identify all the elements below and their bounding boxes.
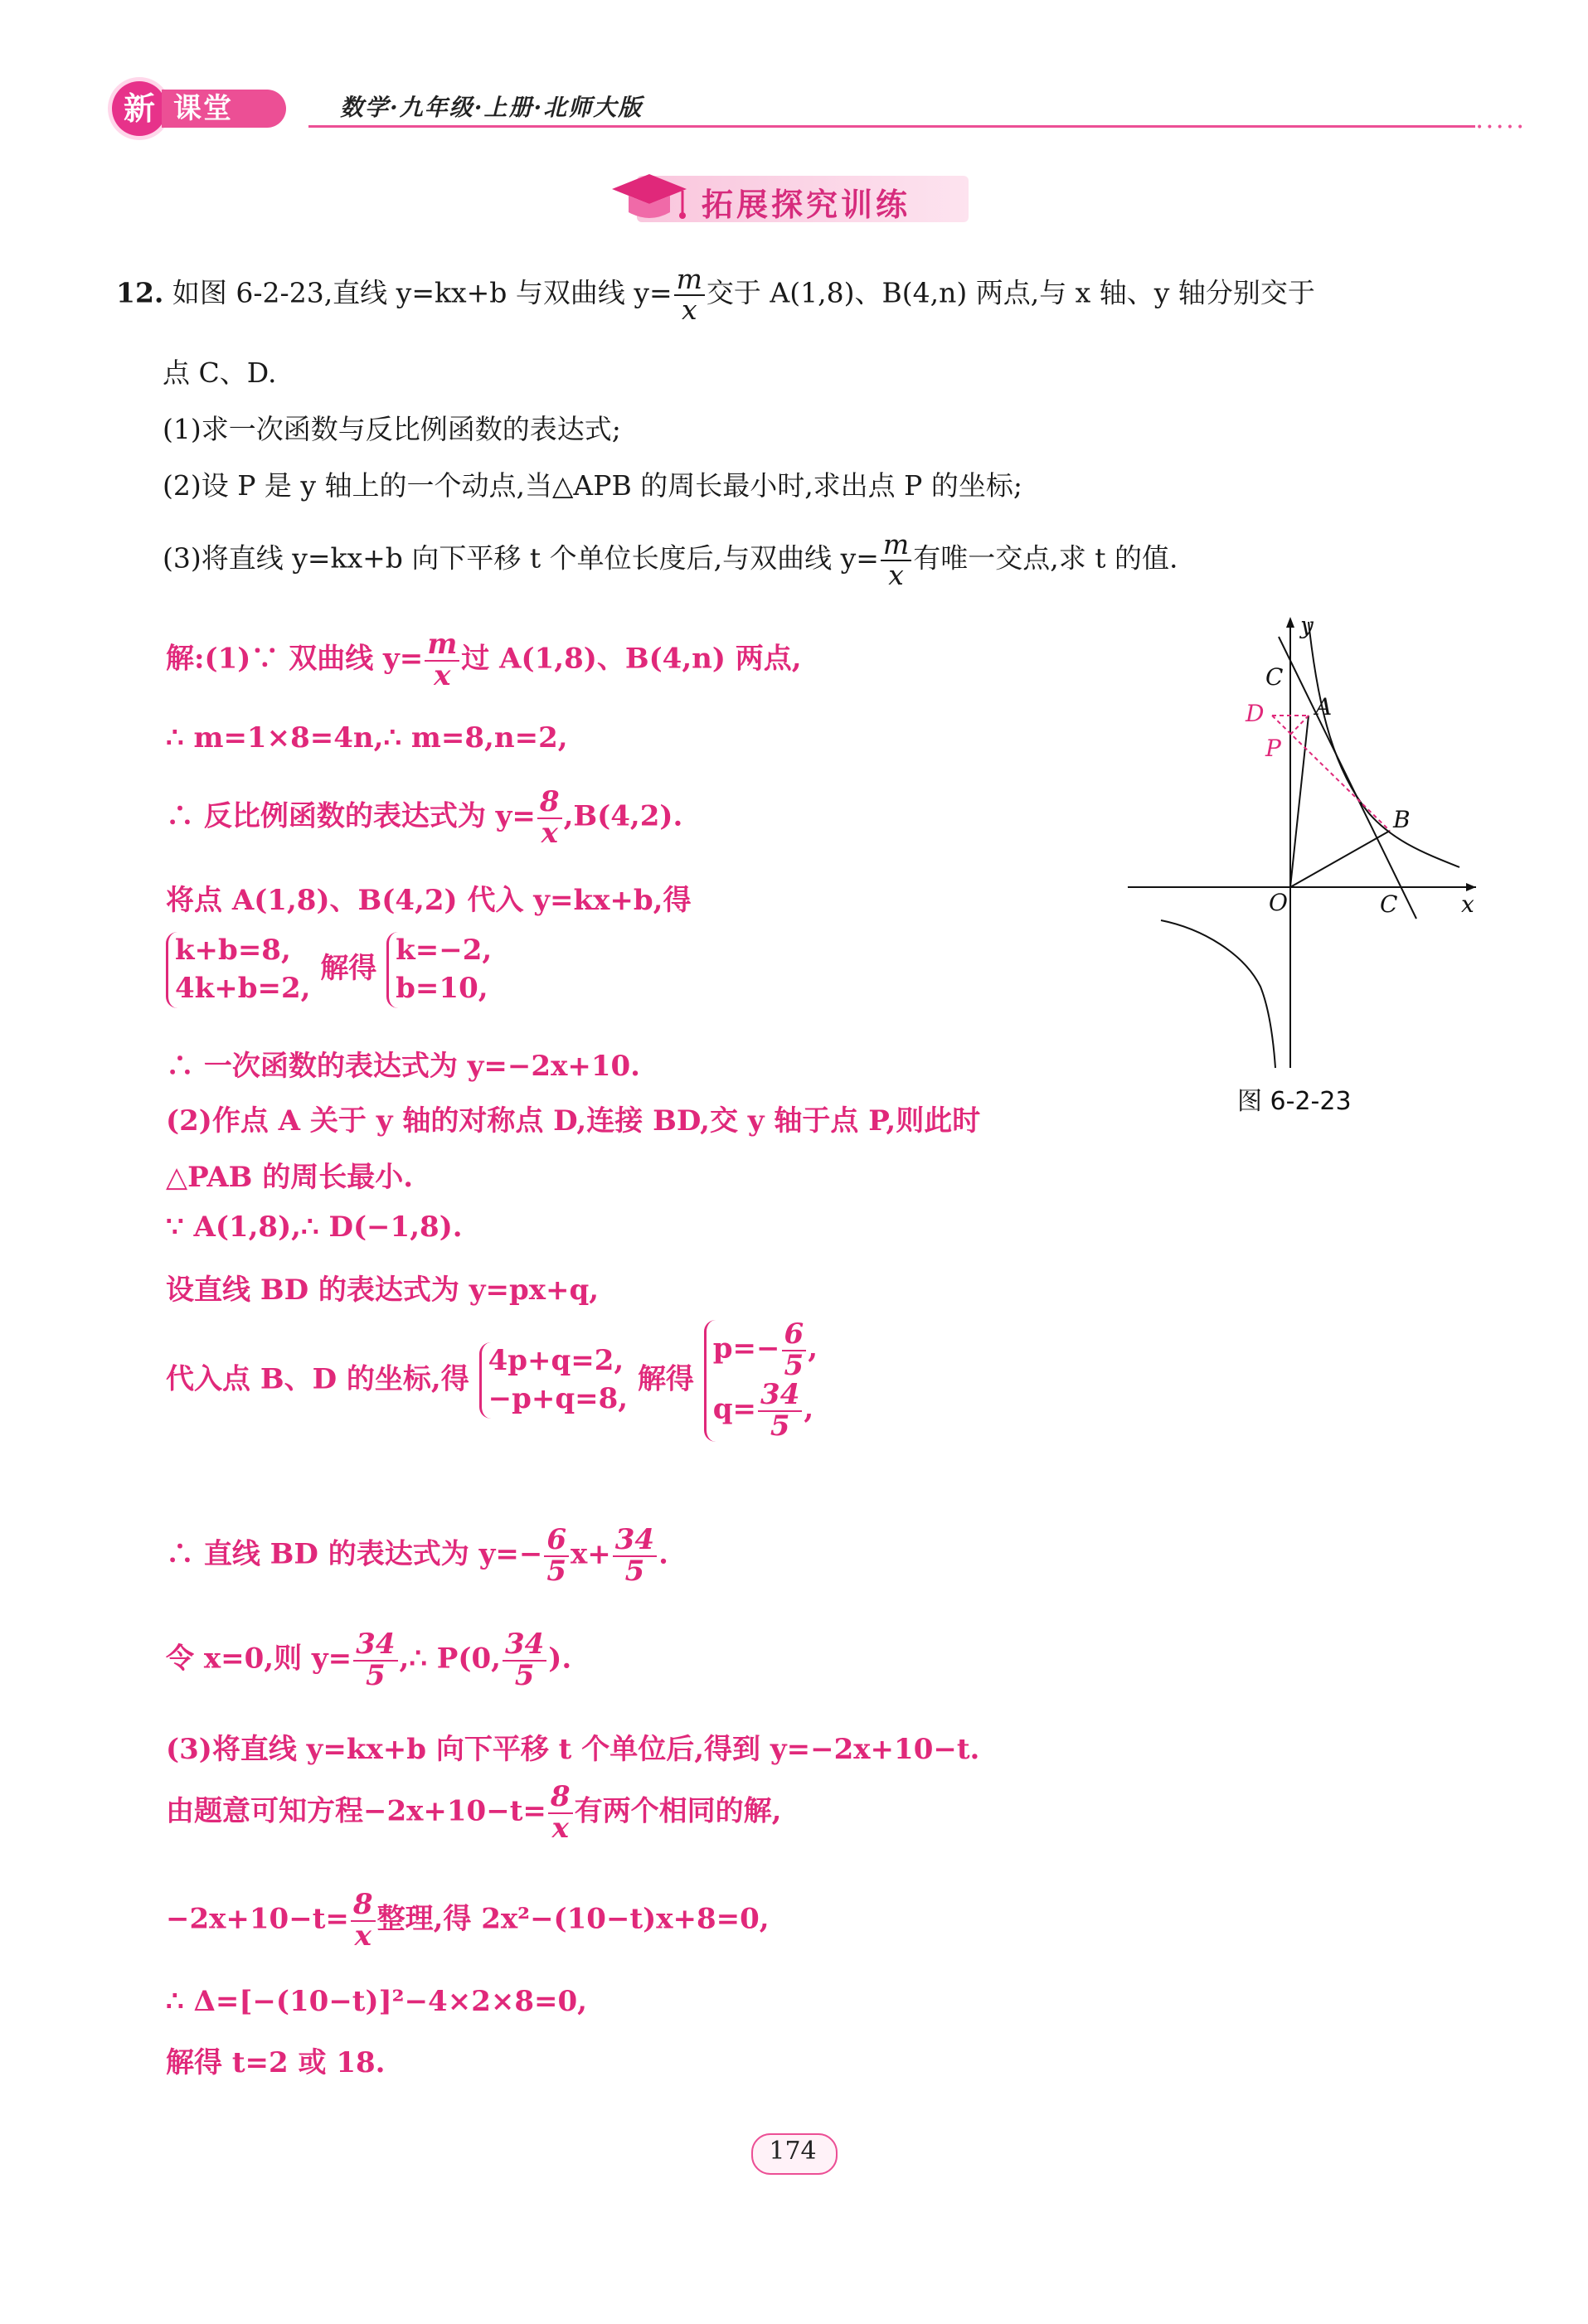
problem-stem-line2: 点 C、D. <box>163 357 277 389</box>
header-dots: ••••• <box>1476 121 1527 134</box>
solution-line: 将点 A(1,8)、B(4,2) 代入 y=kx+b,得 <box>166 884 692 917</box>
solution-text: 代入点 B、D 的坐标,得 <box>166 1362 469 1396</box>
header-subtitle: 数学·九年级·上册·北师大版 <box>340 94 643 121</box>
solution-line: 设直线 BD 的表达式为 y=px+q, <box>166 1274 600 1307</box>
fraction-numerator: 8 <box>537 788 562 819</box>
fraction-denominator: x <box>551 1811 569 1845</box>
page-number <box>751 2133 834 2171</box>
fraction-denominator: 5 <box>784 1348 804 1382</box>
fraction-denominator: x <box>541 816 558 850</box>
question-1: (1)求一次函数与反比例函数的表达式; <box>163 413 621 445</box>
solution-line <box>166 785 683 850</box>
fraction-numerator: 34 <box>758 1380 802 1412</box>
hyperbola-branch-2 <box>1161 920 1275 1068</box>
fraction-numerator: 8 <box>351 1890 376 1922</box>
solution-line: 解得 t=2 或 18. <box>166 2046 386 2079</box>
fraction <box>782 1317 807 1382</box>
solution-text: ∴ 反比例函数的表达式为 y= <box>166 799 536 833</box>
fraction-denominator: 5 <box>366 1658 386 1692</box>
solution-line <box>166 1890 770 1951</box>
header-logo <box>112 81 299 133</box>
fraction-numerator: 34 <box>503 1630 546 1662</box>
label-c-bottom: C <box>1380 890 1398 918</box>
fraction <box>758 1380 802 1441</box>
system-eq: k=−2, <box>396 934 493 967</box>
label-d: D <box>1246 700 1265 727</box>
fraction-numerator: m <box>881 531 911 561</box>
solution-line: ∴ m=1×8=4n,∴ m=8,n=2, <box>166 721 568 754</box>
solution-line: ∴ Δ=[−(10−t)]²−4×2×8=0, <box>166 1985 587 2018</box>
fraction-numerator: 34 <box>613 1526 657 1557</box>
label-y: y <box>1300 614 1314 639</box>
solution-text: 解:(1)∵ 双曲线 y= <box>166 642 424 676</box>
question-3-part1: (3)将直线 y=kx+b 向下平移 t 个单位长度后,与双曲线 y= <box>163 541 879 575</box>
equation-system-2 <box>166 1317 818 1443</box>
fraction <box>503 1630 546 1691</box>
solution-text: 过 A(1,8)、B(4,n) 两点, <box>461 642 802 676</box>
solution-text: x+ <box>570 1537 611 1571</box>
fraction <box>544 1523 569 1588</box>
label-o: O <box>1269 889 1288 916</box>
fraction-denominator: x <box>354 1919 372 1953</box>
fraction <box>881 528 911 591</box>
fraction-denominator: x <box>434 658 451 692</box>
problem-stem-part2: 交于 A(1,8)、B(4,n) 两点,与 x 轴、y 轴分别交于 <box>706 276 1315 309</box>
line-ab <box>1279 637 1416 919</box>
page-number-text: 174 <box>769 2137 817 2166</box>
fraction-denominator: 5 <box>514 1658 535 1692</box>
solution-line: ∴ 一次函数的表达式为 y=−2x+10. <box>166 1050 640 1083</box>
solution-text: 解得 <box>320 951 377 985</box>
system-eq: p=− <box>712 1332 780 1366</box>
solution-line: (3)将直线 y=kx+b 向下平移 t 个单位后,得到 y=−2x+10−t. <box>166 1733 980 1766</box>
solution-line <box>166 630 802 691</box>
logo-char: 新 <box>112 81 167 136</box>
fraction <box>353 1630 397 1691</box>
solution-line: (2)作点 A 关于 y 轴的对称点 D,连接 BD,交 y 轴于点 P,则此时 <box>166 1104 981 1138</box>
system-eq: 4k+b=2, <box>175 971 311 1005</box>
solution-text: 有两个相同的解, <box>574 1794 782 1828</box>
solution-text: ,∴ P(0, <box>399 1642 501 1676</box>
fraction-denominator: 5 <box>770 1409 790 1443</box>
fraction <box>537 785 562 850</box>
fraction-denominator: 5 <box>546 1554 566 1588</box>
label-c-top: C <box>1265 663 1284 691</box>
system-brace <box>386 932 492 1008</box>
label-b: B <box>1393 806 1411 833</box>
fraction <box>674 265 705 324</box>
segment-pa <box>1290 716 1309 735</box>
solution-line <box>166 1780 782 1845</box>
solution-text: ∴ 直线 BD 的表达式为 y=− <box>166 1537 543 1571</box>
fraction <box>613 1523 657 1588</box>
system-brace <box>479 1342 629 1419</box>
solution-text: ,B(4,2). <box>563 799 683 833</box>
logo-text: 课堂 <box>162 90 286 128</box>
problem-number: 12. <box>116 276 164 309</box>
fraction-numerator: 6 <box>782 1320 807 1351</box>
question-3-part2: 有唯一交点,求 t 的值. <box>913 541 1178 575</box>
fraction-numerator: 8 <box>548 1783 573 1814</box>
figure-caption: 图 6-2-23 <box>1237 1087 1352 1116</box>
question-2: (2)设 P 是 y 轴上的一个动点,当△APB 的周长最小时,求出点 P 的坐标; <box>163 469 1022 502</box>
system-brace: p=− $\frac{6}{5}$ , q= $\frac{34}{5}$ , <box>704 1320 818 1442</box>
fraction-numerator: m <box>674 265 705 296</box>
solution-line: ∵ A(1,8),∴ D(−1,8). <box>166 1211 463 1244</box>
figure-graph <box>1128 614 1484 1078</box>
label-x: x <box>1461 890 1474 918</box>
system-eq: k+b=8, <box>175 934 291 967</box>
system-brace <box>166 932 310 1008</box>
label-a: A <box>1315 693 1333 720</box>
solution-line <box>166 1630 571 1691</box>
problem-stem-part1: 如图 6-2-23,直线 y=kx+b 与双曲线 y= <box>172 276 673 309</box>
fraction <box>351 1890 376 1951</box>
fraction-numerator: 34 <box>353 1630 397 1662</box>
solution-line <box>166 1523 668 1588</box>
solution-text: . <box>658 1537 668 1571</box>
fraction-numerator: m <box>425 630 459 662</box>
fraction-denominator: x <box>681 293 697 326</box>
system-eq: 4p+q=2, <box>488 1344 624 1378</box>
fraction <box>548 1780 573 1845</box>
solution-text: 令 x=0,则 y= <box>166 1642 352 1676</box>
header-divider <box>308 125 1475 128</box>
fraction-denominator: 5 <box>624 1554 645 1588</box>
y-axis-arrow <box>1286 617 1294 628</box>
system-eq: q= <box>712 1393 757 1427</box>
segment-ob <box>1290 831 1390 887</box>
graduation-cap-icon <box>604 166 695 229</box>
problem-stem-line1 <box>116 265 1315 324</box>
fraction-numerator: 6 <box>544 1526 569 1557</box>
equation-system-1 <box>166 932 492 1008</box>
fraction-denominator: x <box>888 558 904 591</box>
solution-text: −2x+10−t= <box>166 1902 349 1936</box>
section-title-text: 拓展探究训练 <box>702 187 911 223</box>
solution-text: 由题意可知方程−2x+10−t= <box>166 1794 546 1828</box>
solution-text: 整理,得 2x²−(10−t)x+8=0, <box>376 1902 770 1936</box>
label-p: P <box>1265 735 1281 762</box>
system-eq: −p+q=8, <box>488 1382 629 1416</box>
question-3 <box>163 528 1178 591</box>
solution-line: △PAB 的周长最小. <box>166 1161 414 1194</box>
solution-text: 解得 <box>637 1362 694 1396</box>
solution-text: ). <box>548 1642 572 1676</box>
system-eq: b=10, <box>396 971 488 1005</box>
fraction <box>425 630 459 691</box>
section-title <box>604 166 969 229</box>
